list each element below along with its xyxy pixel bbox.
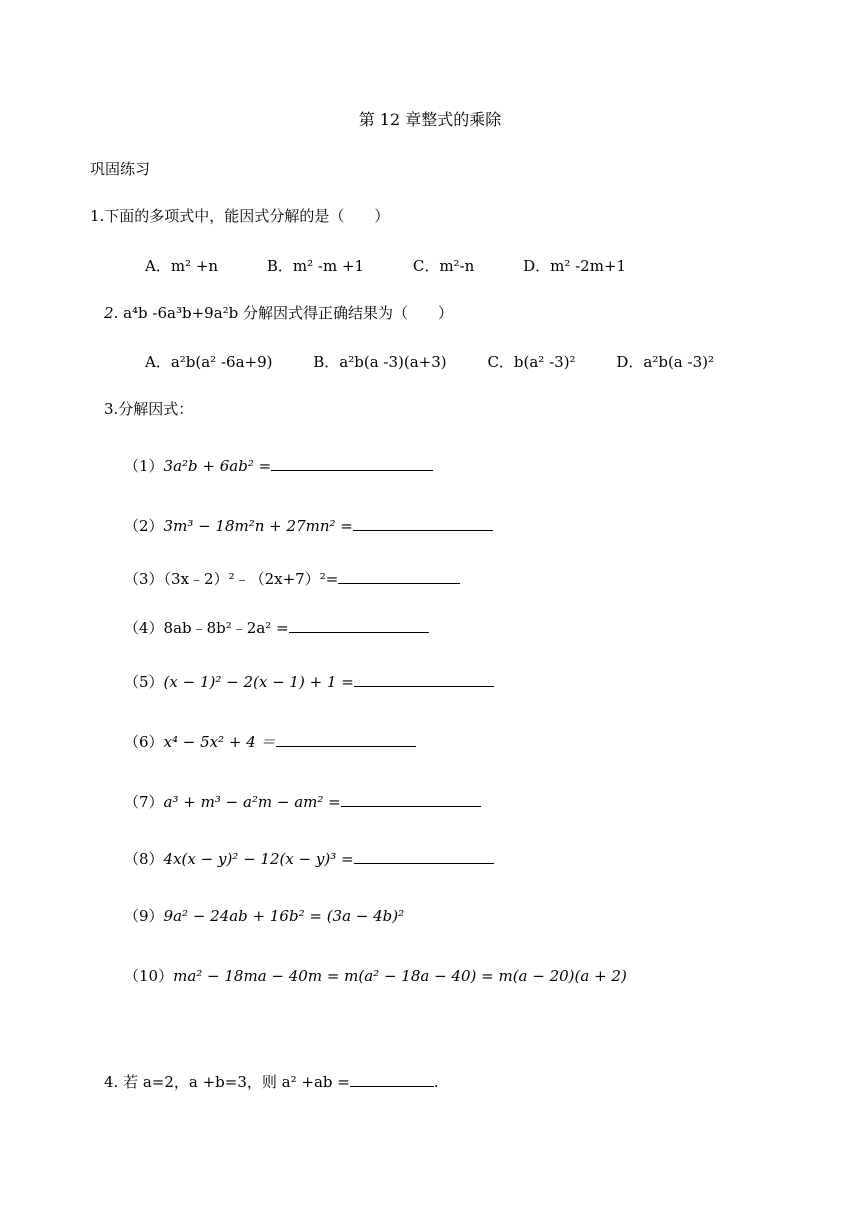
item-label: （4）	[124, 619, 164, 637]
section-heading: 巩固练习	[90, 160, 151, 178]
item-label: （1）	[124, 457, 164, 475]
question-3-item-5	[124, 670, 494, 692]
answer-blank[interactable]	[341, 790, 481, 807]
item-label: （9）	[124, 907, 164, 925]
question-3-item-3	[124, 567, 460, 589]
item-expression: a³ + m³ − a²m − am² =	[163, 793, 341, 811]
question-2-option-d: D．a²b(a -3)²	[616, 353, 714, 371]
question-3-item-8	[124, 847, 494, 869]
item-label: （10）	[124, 967, 174, 985]
item-expression: 4x(x − y)² − 12(x − y)³ =	[163, 850, 354, 868]
item-label: （3）	[124, 570, 164, 588]
question-3-item-10	[124, 966, 627, 986]
question-2-number: 2.	[104, 304, 119, 322]
question-1-options	[145, 256, 626, 276]
answer-blank[interactable]	[354, 670, 494, 687]
item-expression: ma² − 18ma − 40m = m(a² − 18a − 40) = m(a − 20)(a + 2)	[173, 967, 627, 985]
item-expression: x⁴ − 5x² + 4 ＝	[163, 733, 276, 751]
answer-blank[interactable]	[354, 847, 494, 864]
question-3-item-4	[124, 616, 429, 638]
answer-blank[interactable]	[289, 616, 429, 633]
item-label: （5）	[124, 673, 164, 691]
item-label: （2）	[124, 517, 164, 535]
item-expression: 3m³ − 18m²n + 27mn² =	[163, 517, 353, 535]
question-3-item-9	[124, 906, 404, 926]
question-1-option-a: A．m² +n	[145, 257, 219, 275]
question-4	[104, 1070, 439, 1092]
question-3-stem: 3.分解因式：	[104, 400, 194, 418]
question-3-item-7	[124, 790, 481, 812]
question-4-stem: 4. 若 a=2，a +b=3，则 a² +ab =	[104, 1073, 350, 1091]
question-2-option-c: C．b(a² -3)²	[487, 353, 576, 371]
question-3-item-2	[124, 514, 493, 536]
question-3-item-6	[124, 730, 416, 752]
item-label: （6）	[124, 733, 164, 751]
item-label: （7）	[124, 793, 164, 811]
answer-blank[interactable]	[350, 1070, 434, 1087]
item-expression: (x − 1)² − 2(x − 1) + 1 =	[163, 673, 354, 691]
question-2-option-b: B．a²b(a -3)(a+3)	[313, 353, 447, 371]
item-label: （8）	[124, 850, 164, 868]
answer-blank[interactable]	[276, 730, 416, 747]
question-1-option-c: C．m²-n	[412, 257, 475, 275]
question-3-item-1	[124, 454, 433, 476]
question-1-option-d: D．m² -2m+1	[523, 257, 627, 275]
question-2-option-a: A．a²b(a² -6a+9)	[145, 353, 273, 371]
question-1-option-b: B．m² -m +1	[266, 257, 365, 275]
item-expression: 9a² − 24ab + 16b² = (3a − 4b)²	[163, 907, 405, 925]
question-1-stem: 1.下面的多项式中，能因式分解的是（ ）	[90, 207, 390, 225]
item-expression: 3a²b + 6ab² =	[163, 457, 272, 475]
answer-blank[interactable]	[271, 454, 433, 471]
question-2-options	[145, 352, 750, 372]
question-4-end: .	[433, 1073, 439, 1091]
question-2-stem	[104, 303, 453, 323]
item-expression: 8ab﹣8b²﹣2a² =	[163, 619, 289, 637]
item-expression: （3x﹣2）²﹣（2x+7）²=	[163, 570, 339, 588]
answer-blank[interactable]	[338, 567, 460, 584]
question-2-text: a⁴b -6a³b+9a²b 分解因式得正确结果为（ ）	[118, 304, 454, 322]
answer-blank[interactable]	[353, 514, 493, 531]
page-title: 第 12 章整式的乘除	[358, 110, 502, 129]
